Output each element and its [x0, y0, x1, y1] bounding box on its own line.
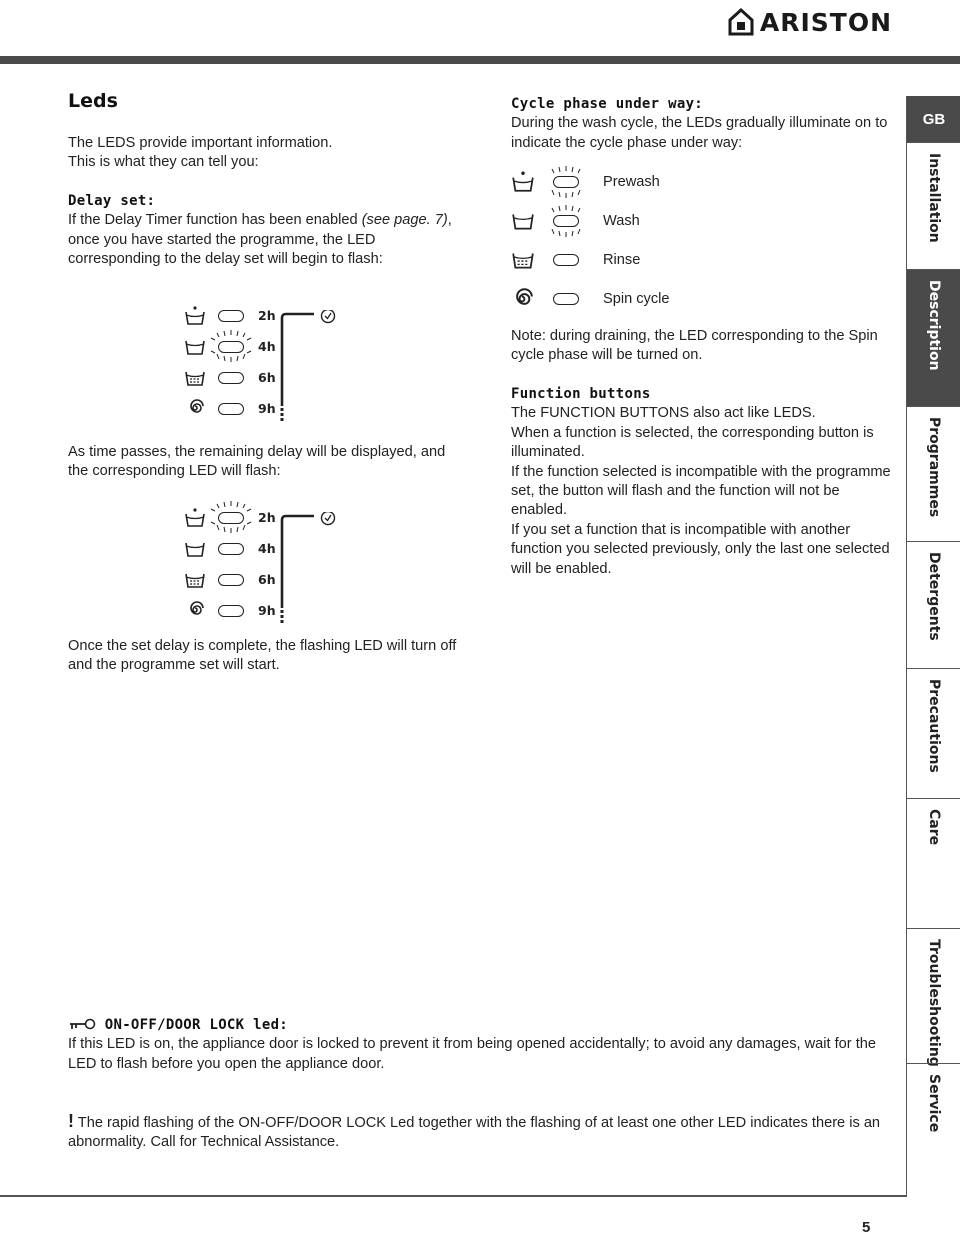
led	[553, 293, 579, 305]
section-tabs	[906, 96, 960, 1197]
tab-troubleshooting[interactable]: Troubleshooting	[907, 928, 960, 1064]
intro-text	[68, 134, 448, 173]
led	[218, 403, 244, 415]
cycle-note: Note: during draining, the LED corresponding to the Spin cycle phase will be turned on.	[511, 328, 878, 364]
delay-label: 6h	[258, 572, 276, 587]
led	[218, 372, 244, 384]
page-number: 5	[862, 1219, 871, 1236]
function-buttons-heading: Function buttons	[511, 386, 651, 402]
delay-label: 9h	[258, 401, 276, 416]
tab-care[interactable]: Care	[907, 798, 960, 929]
prewash-icon	[184, 508, 206, 528]
rinse-icon	[184, 571, 206, 589]
footer-line	[0, 1195, 906, 1197]
spin-icon	[186, 399, 204, 417]
function-buttons-section	[511, 385, 893, 579]
phase-row-rinse	[511, 248, 641, 272]
function-buttons-line: When a function is selected, the corresponding button is illuminated.	[511, 424, 874, 461]
delay-diagram-2	[184, 502, 354, 628]
rinse-icon	[511, 250, 535, 270]
delay-label: 9h	[258, 603, 276, 618]
delay-label: 2h	[258, 510, 276, 525]
phase-label: Spin cycle	[603, 291, 670, 307]
flash-rays-icon	[543, 205, 589, 237]
delay-label: 4h	[258, 339, 276, 354]
phase-row-spin	[511, 287, 670, 311]
header-bar	[0, 56, 960, 64]
warning-icon: !	[68, 1111, 74, 1131]
cycle-text: During the wash cycle, the LEDs gradually illuminate on to indicate the cycle phase under way:	[511, 115, 888, 151]
function-buttons-line: If you set a function that is incompatible with another function you selected previously, only the last one selected will be enabled.	[511, 521, 890, 577]
prewash-icon	[511, 171, 535, 193]
complete-text: Once the set delay is complete, the flashing LED will turn off and the programme set will start.	[68, 638, 457, 674]
door-lock-heading: ON-OFF/DOOR LOCK led:	[68, 1016, 890, 1035]
cycle-section	[511, 95, 891, 153]
led	[218, 605, 244, 617]
delay-label: 4h	[258, 541, 276, 556]
led	[553, 254, 579, 266]
spin-icon	[186, 601, 204, 619]
wash-icon	[511, 211, 535, 231]
tab-detergents[interactable]: Detergents	[907, 541, 960, 669]
tab-description[interactable]: Description	[907, 269, 960, 407]
prewash-icon	[184, 306, 206, 326]
phase-label: Rinse	[603, 252, 641, 268]
led	[218, 574, 244, 586]
delay-bracket	[278, 310, 354, 422]
wash-icon	[184, 540, 206, 558]
function-buttons-line: If the function selected is incompatible with the programme set, the button will flash and the function will not be enabled.	[511, 463, 891, 519]
phase-label: Prewash	[603, 174, 660, 190]
wash-icon	[184, 338, 206, 356]
delay-heading: Delay set:	[68, 193, 156, 209]
delay-label: 6h	[258, 370, 276, 385]
function-buttons-line: The FUNCTION BUTTONS also act like LEDS.	[511, 405, 816, 422]
delay-bracket	[278, 512, 354, 624]
led	[218, 543, 244, 555]
flash-rays-icon	[543, 166, 589, 198]
led	[218, 310, 244, 322]
brand-name: ARISTON	[759, 7, 892, 37]
phase-row-prewash	[511, 170, 660, 194]
door-lock-text: If this LED is on, the appliance door is locked to prevent it from being opened accidentally; to avoid any damages, wait for the LED to flash before you open the appliance door.	[68, 1036, 876, 1072]
delay-text: If the Delay Timer function has been enabled (see page. 7), once you have started the programme, the LED corresponding to the delay set will begin to flash:	[68, 212, 452, 268]
warning-note: ! The rapid flashing of the ON-OFF/DOOR LOCK Led together with the flashing of at least one other LED indicates there is an abnormality. Call for Technical Assistance.	[68, 1111, 881, 1151]
spin-icon	[511, 288, 533, 310]
tab-programmes[interactable]: Programmes	[907, 406, 960, 542]
intro-line: This is what they can tell you:	[68, 154, 259, 171]
tab-precautions[interactable]: Precautions	[907, 668, 960, 799]
phase-label: Wash	[603, 213, 640, 229]
tab-service[interactable]: Service	[907, 1063, 960, 1198]
home-icon	[728, 8, 754, 36]
delay-label: 2h	[258, 308, 276, 323]
section-title: Leds	[68, 90, 118, 112]
brand-logo	[728, 6, 892, 38]
cycle-heading: Cycle phase under way:	[511, 96, 704, 112]
key-icon	[68, 1017, 96, 1031]
phase-row-wash	[511, 209, 640, 233]
door-lock-section	[68, 1016, 890, 1074]
flash-rays-icon	[208, 501, 254, 533]
delay-diagram-1	[184, 300, 354, 426]
intro-line: The LEDS provide important information.	[68, 135, 333, 151]
language-tab[interactable]: GB	[907, 96, 960, 142]
tab-installation[interactable]: Installation	[907, 142, 960, 270]
time-passes-text: As time passes, the remaining delay will be displayed, and the corresponding LED will flash:	[68, 444, 446, 480]
delay-section	[68, 192, 452, 270]
rinse-icon	[184, 369, 206, 387]
flash-rays-icon	[208, 330, 254, 362]
